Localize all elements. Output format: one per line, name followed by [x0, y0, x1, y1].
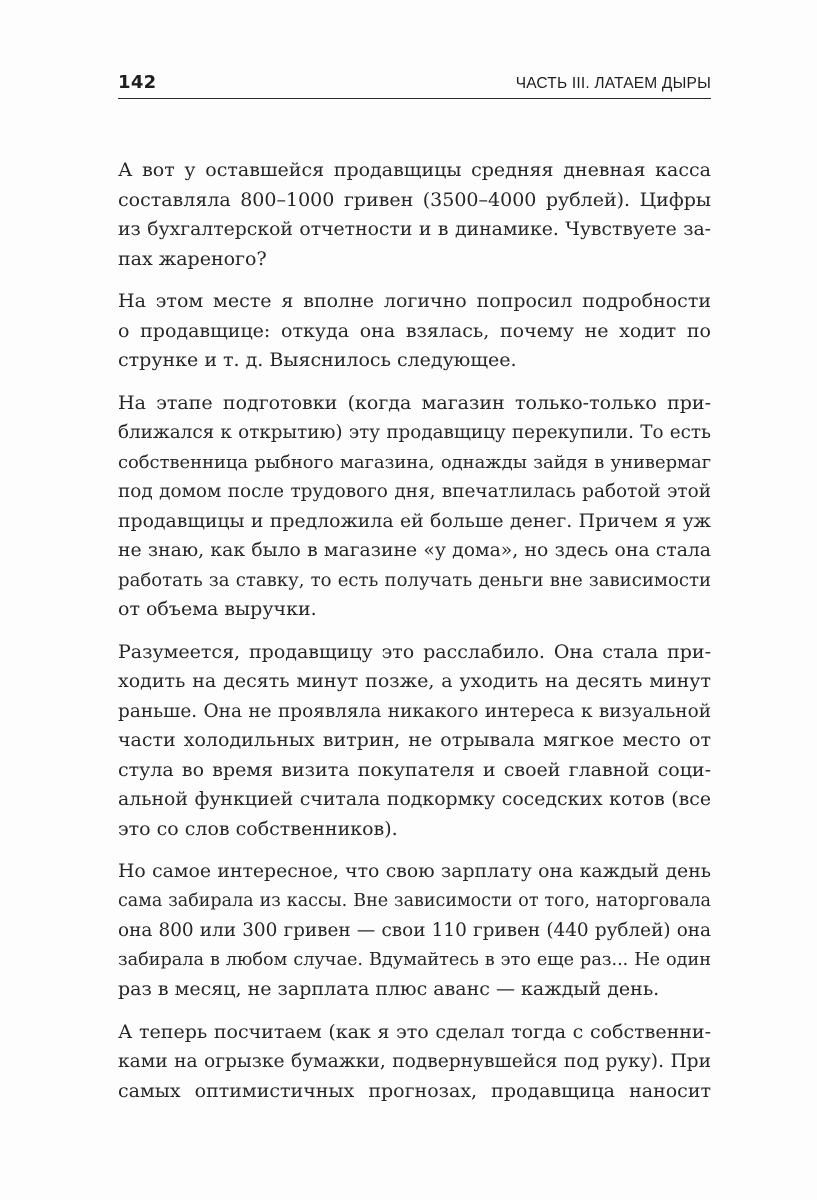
text-line: На этом месте я вполне логично попросил подробности	[118, 290, 711, 312]
text-line: А вот у оставшейся продавщицы средняя дневная касса	[118, 159, 711, 181]
text-line: самых оптимистичных прогнозах, продавщица наносит	[118, 1079, 711, 1102]
text-line: раз в месяц, не зарплата плюс аванс — каждый день.	[118, 978, 660, 1000]
text-line: струнке и т. д. Выяснилось следующее.	[118, 349, 517, 371]
running-header	[118, 70, 711, 99]
text-line: ходить на десять минут позже, а уходить на десять минут	[118, 670, 711, 692]
paragraph-4	[118, 638, 711, 845]
text-line: ками на огрызке бумажки, подвернувшейся под руку). При	[118, 1051, 711, 1072]
text-line: раньше. Она не проявляла никакого интереса к визуальной	[118, 700, 711, 722]
page-number: 142	[118, 72, 157, 93]
text-line: под домом после трудового дня, впечатлилась работой этой	[118, 481, 711, 502]
paragraph-3	[118, 389, 711, 625]
text-line: забирала в любом случае. Вдумайтесь в это еще раз... Не один	[118, 949, 711, 970]
text-line: работать за ставку, то есть получать деньги вне зависимости	[118, 569, 711, 591]
text-line: пах жареного?	[118, 247, 267, 270]
text-line: альной функцией считала подкормку соседских котов (все	[118, 788, 711, 810]
paragraph-1	[118, 156, 711, 274]
text-line: о продавщице: откуда она взялась, почему не ходит по	[118, 319, 711, 342]
paragraph-5	[118, 857, 711, 1005]
text-line: А теперь посчитаем (как я это сделал тогда с собственни-	[118, 1020, 711, 1043]
section-title: ЧАСТЬ III. ЛАТАЕМ ДЫРЫ	[515, 75, 711, 92]
text-line: от объема выручки.	[118, 598, 317, 620]
text-line: части холодильных витрин, не отрывала мягкое место от	[118, 729, 711, 751]
text-line: не знаю, как было в магазине «у дома», но здесь она стала	[118, 540, 711, 561]
text-line: ближался к открытию) эту продавщицу перекупили. То есть	[118, 422, 711, 443]
body-text	[118, 156, 711, 1119]
text-line: Разумеется, продавщицу это расслабило. Она стала при-	[118, 640, 711, 663]
text-line: из бухгалтерской отчетности и в динамике. Чувствуете за-	[118, 219, 711, 240]
text-line: она 800 или 300 гривен — свои 110 гривен (440 рублей) она	[118, 920, 711, 941]
text-line: продавщицы и предложила ей больше денег. Причем я уж	[118, 510, 711, 532]
paragraph-6	[118, 1018, 711, 1107]
text-line: составляла 800–1000 гривен (3500–4000 рублей). Цифры	[118, 188, 711, 211]
text-line: это со слов собственников).	[118, 817, 398, 840]
text-line: стула во время визита покупателя и своей главной соци-	[118, 758, 711, 781]
text-line: сама забирала из кассы. Вне зависимости от того, наторговала	[118, 890, 711, 911]
text-line: На этапе подготовки (когда магазин только-только при-	[118, 391, 711, 414]
text-line: Но самое интересное, что свою зарплату она каждый день	[118, 861, 711, 882]
paragraph-2	[118, 287, 711, 376]
text-line: собственница рыбного магазина, однажды зайдя в универмаг	[118, 451, 711, 473]
